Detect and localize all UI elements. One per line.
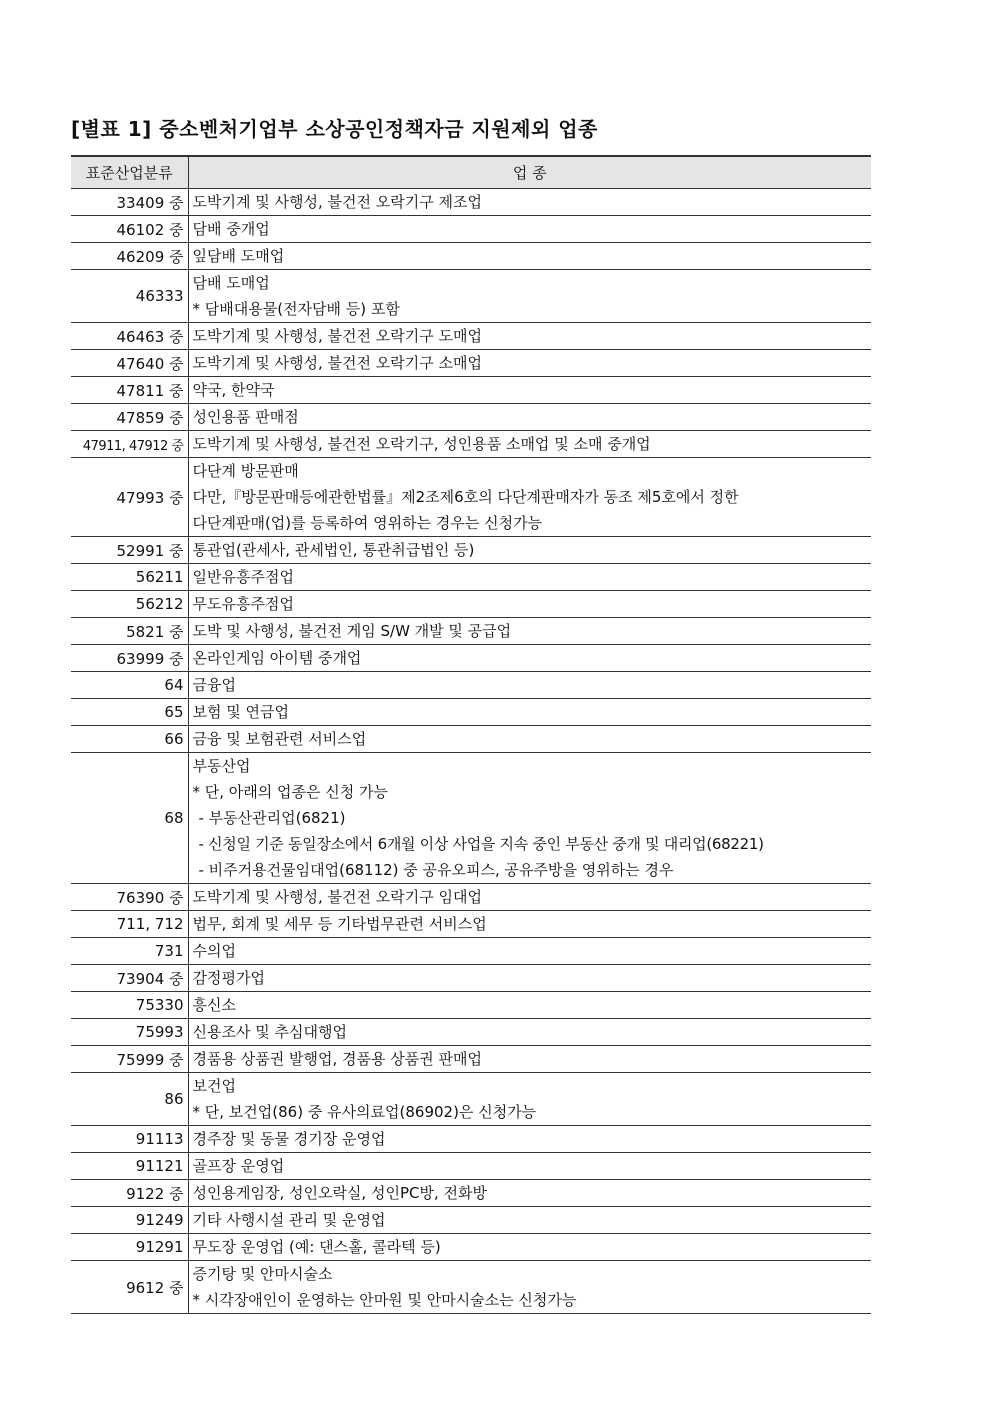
table-row (71, 189, 871, 216)
table-row (71, 458, 871, 537)
table-header-row (71, 156, 871, 189)
industry-description (188, 564, 871, 591)
table-row (71, 404, 871, 431)
industry-line: 보험 및 연금업 (192, 703, 289, 721)
header-code: 표준산업분류 (71, 156, 188, 189)
industry-line: 담배 중개업 (192, 220, 270, 238)
industry-line: 감정평가업 (192, 969, 265, 987)
industry-description (188, 1207, 871, 1234)
table-row (71, 726, 871, 753)
industry-line: 통관업(관세사, 관세법인, 통관취급법인 등) (192, 541, 475, 559)
industry-line: - 신청일 기준 동일장소에서 6개월 이상 사업을 지속 중인 부동산 중개 및 대리업(68221) (198, 835, 764, 853)
industry-description (188, 1126, 871, 1153)
industry-description (188, 1153, 871, 1180)
industry-line: 도박기계 및 사행성, 불건전 오락기구 제조업 (192, 193, 482, 211)
industry-code: 711, 712 (71, 911, 188, 938)
industry-line: 증기탕 및 안마시술소 (192, 1265, 333, 1283)
industry-code: 75999 중 (71, 1046, 188, 1073)
industry-description (188, 726, 871, 753)
industry-code: 9122 중 (71, 1180, 188, 1207)
industry-description (188, 537, 871, 564)
industry-line: * 단, 아래의 업종은 신청 가능 (192, 783, 388, 801)
industry-code: 46463 중 (71, 323, 188, 350)
table-row (71, 270, 871, 323)
industry-line: 기타 사행시설 관리 및 운영업 (192, 1211, 386, 1229)
table-row (71, 965, 871, 992)
table-row (71, 699, 871, 726)
table-row (71, 564, 871, 591)
industry-line: 도박기계 및 사행성, 불건전 오락기구 임대업 (192, 888, 482, 906)
industry-code: 75993 (71, 1019, 188, 1046)
industry-line: 무도유흥주점업 (192, 595, 294, 613)
table-row (71, 1207, 871, 1234)
industry-code: 56211 (71, 564, 188, 591)
industry-description (188, 884, 871, 911)
industry-description (188, 591, 871, 618)
industry-code: 5821 중 (71, 618, 188, 645)
industry-description (188, 1234, 871, 1261)
industry-description (188, 431, 871, 458)
industry-description (188, 377, 871, 404)
table-body (71, 189, 871, 1314)
industry-description (188, 699, 871, 726)
industry-code: 63999 중 (71, 645, 188, 672)
industry-line: 골프장 운영업 (192, 1157, 285, 1175)
industry-code: 46209 중 (71, 243, 188, 270)
industry-description (188, 189, 871, 216)
industry-description (188, 243, 871, 270)
industry-line: 금융 및 보험관련 서비스업 (192, 730, 367, 748)
table-row (71, 1019, 871, 1046)
industry-description (188, 350, 871, 377)
industry-code: 9612 중 (71, 1261, 188, 1314)
table-row (71, 323, 871, 350)
industry-line: 수의업 (192, 942, 236, 960)
table-row (71, 645, 871, 672)
industry-line: 약국, 한약국 (192, 381, 275, 399)
industry-description (188, 618, 871, 645)
industry-line: * 담배대용물(전자담배 등) 포함 (192, 300, 400, 318)
table-row (71, 992, 871, 1019)
table-row (71, 1234, 871, 1261)
industry-code: 46102 중 (71, 216, 188, 243)
industry-code: 46333 (71, 270, 188, 323)
industry-code: 47911, 47912 중 (71, 431, 188, 458)
industry-code: 91113 (71, 1126, 188, 1153)
table-row (71, 753, 871, 884)
industry-line: 도박기계 및 사행성, 불건전 오락기구, 성인용품 소매업 및 소매 중개업 (192, 435, 651, 453)
industry-code: 91121 (71, 1153, 188, 1180)
industry-line: - 비주거용건물임대업(68112) 중 공유오피스, 공유주방을 영위하는 경우 (198, 861, 674, 879)
industry-line: 성인용게임장, 성인오락실, 성인PC방, 전화방 (192, 1184, 487, 1202)
industry-line: 무도장 운영업 (예: 댄스홀, 콜라텍 등) (192, 1238, 441, 1256)
industry-description (188, 458, 871, 537)
table-row (71, 1073, 871, 1126)
industry-line: 금융업 (192, 676, 236, 694)
table-row (71, 377, 871, 404)
industry-description (188, 753, 871, 884)
industry-line: - 부동산관리업(6821) (198, 809, 346, 827)
table-row (71, 1153, 871, 1180)
industry-code: 86 (71, 1073, 188, 1126)
industry-description (188, 323, 871, 350)
industry-line: 다단계 방문판매 (192, 462, 299, 480)
industry-description (188, 938, 871, 965)
industry-code: 47993 중 (71, 458, 188, 537)
industry-line: 법무, 회계 및 세무 등 기타법무관련 서비스업 (192, 915, 487, 933)
industry-line: * 단, 보건업(86) 중 유사의료업(86902)은 신청가능 (192, 1103, 537, 1121)
industry-line: 일반유흥주점업 (192, 568, 294, 586)
industry-line: 도박 및 사행성, 불건전 게임 S/W 개발 및 공급업 (192, 622, 512, 640)
industry-code: 731 (71, 938, 188, 965)
header-industry (188, 156, 871, 189)
excluded-industries-table (71, 155, 871, 1314)
industry-code: 75330 (71, 992, 188, 1019)
header-industry-label: 업 종 (512, 164, 547, 182)
industry-code: 73904 중 (71, 965, 188, 992)
table-row (71, 618, 871, 645)
industry-description (188, 911, 871, 938)
table-row (71, 1180, 871, 1207)
industry-description (188, 404, 871, 431)
industry-line: 도박기계 및 사행성, 불건전 오락기구 소매업 (192, 354, 482, 372)
industry-line: 성인용품 판매점 (192, 408, 299, 426)
industry-description (188, 965, 871, 992)
table-row (71, 243, 871, 270)
industry-line: * 시각장애인이 운영하는 안마원 및 안마시술소는 신청가능 (192, 1291, 577, 1309)
table-row (71, 884, 871, 911)
industry-description (188, 1073, 871, 1126)
industry-code: 65 (71, 699, 188, 726)
industry-line: 잎담배 도매업 (192, 247, 285, 265)
industry-line: 온라인게임 아이템 중개업 (192, 649, 362, 667)
industry-code: 47811 중 (71, 377, 188, 404)
table-row (71, 537, 871, 564)
industry-code: 66 (71, 726, 188, 753)
industry-line: 흥신소 (192, 996, 236, 1014)
industry-description (188, 672, 871, 699)
industry-code: 68 (71, 753, 188, 884)
industry-line: 신용조사 및 추심대행업 (192, 1023, 347, 1041)
industry-line: 다만,『방문판매등에관한법률』제2조제6호의 다단계판매자가 동조 제5호에서 정한 (192, 488, 739, 506)
industry-description (188, 216, 871, 243)
industry-code: 91291 (71, 1234, 188, 1261)
table-row (71, 1261, 871, 1314)
table-row (71, 1126, 871, 1153)
industry-code: 76390 중 (71, 884, 188, 911)
industry-description (188, 1019, 871, 1046)
table-row (71, 1046, 871, 1073)
industry-code: 56212 (71, 591, 188, 618)
industry-line: 담배 도매업 (192, 274, 270, 292)
industry-line: 경주장 및 동물 경기장 운영업 (192, 1130, 386, 1148)
table-row (71, 911, 871, 938)
table-row (71, 431, 871, 458)
industry-description (188, 992, 871, 1019)
page-title: [별표 1] 중소벤처기업부 소상공인정책자금 지원제외 업종 (71, 117, 598, 141)
table-row (71, 591, 871, 618)
industry-code: 33409 중 (71, 189, 188, 216)
industry-description (188, 645, 871, 672)
industry-line: 부동산업 (192, 757, 251, 775)
industry-code: 52991 중 (71, 537, 188, 564)
industry-description (188, 1180, 871, 1207)
industry-description (188, 1046, 871, 1073)
industry-code: 47859 중 (71, 404, 188, 431)
table-row (71, 938, 871, 965)
table-row (71, 672, 871, 699)
industry-line: 경품용 상품권 발행업, 경품용 상품권 판매업 (192, 1050, 482, 1068)
industry-code: 47640 중 (71, 350, 188, 377)
industry-description (188, 1261, 871, 1314)
industry-description (188, 270, 871, 323)
industry-line: 다단계판매(업)를 등록하여 영위하는 경우는 신청가능 (192, 514, 543, 532)
table-row (71, 350, 871, 377)
industry-code: 64 (71, 672, 188, 699)
industry-line: 보건업 (192, 1077, 236, 1095)
industry-line: 도박기계 및 사행성, 불건전 오락기구 도매업 (192, 327, 482, 345)
table-row (71, 216, 871, 243)
industry-code: 91249 (71, 1207, 188, 1234)
